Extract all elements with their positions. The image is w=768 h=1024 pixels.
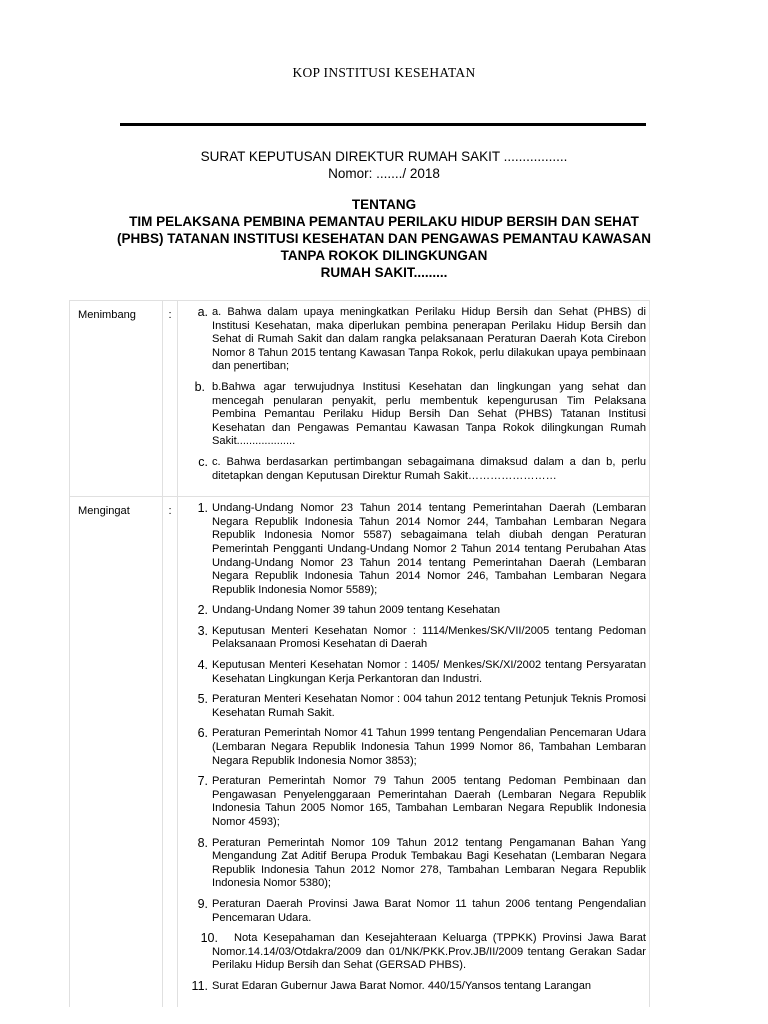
item-marker: 4. xyxy=(197,658,208,673)
menimbang-colon: : xyxy=(163,301,178,497)
mengingat-item xyxy=(178,932,646,973)
item-marker: 6. xyxy=(197,726,208,741)
considerations-table xyxy=(69,300,650,1007)
subject-line: TANPA ROKOK DILINGKUNGAN xyxy=(280,248,488,263)
mengingat-item xyxy=(178,980,646,994)
item-marker: 8. xyxy=(197,835,208,850)
mengingat-row xyxy=(70,497,650,1007)
item-marker: 1. xyxy=(197,501,208,516)
item-text: Undang-Undang Nomer 39 tahun 2009 tentang Kesehatan xyxy=(212,604,501,617)
menimbang-item xyxy=(178,381,646,449)
item-marker: 11. xyxy=(191,978,208,993)
item-text: b.Bahwa agar terwujudnya Institusi Kesehatan dan lingkungan yang sehat dan mencegah penularan penyakit, perlu membentuk kepengurusan Tim Pelaksana Pembina Pemantau Perilaku Hidup Bersih Dan Sehat (PHBS) Tatanan Institusi Kesehatan dan Pengawas Pemantau Kawasan Tanpa Rokok dilingkungan Rumah Sakit................... xyxy=(212,380,646,448)
mengingat-label: Mengingat xyxy=(70,497,163,1007)
item-text: a. Bahwa dalam upaya meningkatkan Perilaku Hidup Bersih dan Sehat (PHBS) di Institusi Kesehatan, maka diperlukan pembina penerapan Perilaku Hidup Bersih dan Sehat di Rumah Sakit dan dalam rangka pelaksanaan Peraturan Daerah Kota Cirebon Nomor 8 Tahun 2015 tentang Kawasan Tanpa Rokok, perlu dilakukan upaya pembinaan dan penertiban; xyxy=(212,306,646,373)
item-text: Peraturan Pemerintah Nomor 79 Tahun 2005 tentang Pedoman Pembinaan dan Pengawasan Penyelenggaraan Pemerintahan Daerah (Lembaran Negara Republik Indonesia Tahun 2005 Nomor 165, Tambahan Lembaran Negara Republik Indonesia Nomor 4593); xyxy=(212,775,646,828)
item-text: Peraturan Pemerintah Nomor 41 Tahun 1999 tentang Pengendalian Pencemaran Udara (Lembaran Negara Republik Indonesia Tahun 1999 Nomor 86, Tambahan Lembaran Negara Republik Indonesia Nomor 3853); xyxy=(212,727,646,767)
mengingat-item xyxy=(178,625,646,652)
menimbang-label: Menimbang xyxy=(70,301,163,497)
item-text: Peraturan Pemerintah Nomor 109 Tahun 2012 tentang Pengamanan Bahan Yang Mengandung Zat Aditif Berupa Produk Tembakau Bagi Kesehatan (Lembaran Negara Republik Indonesia Tahun 2012 Nomor 278, Tambahan Lembaran Negara Republik Indonesia Nomor 5380); xyxy=(212,836,646,890)
item-marker: b. xyxy=(194,379,205,394)
mengingat-item xyxy=(178,604,646,618)
mengingat-item xyxy=(178,898,646,925)
item-marker: a. xyxy=(197,305,208,319)
subject-line: RUMAH SAKIT......... xyxy=(320,265,448,280)
item-text: Keputusan Menteri Kesehatan Nomor : 1114/Menkes/SK/VII/2005 tentang Pedoman Pelaksanaan Promosi Kesehatan di Daerah xyxy=(212,624,646,651)
menimbang-item xyxy=(178,456,646,483)
mengingat-item xyxy=(178,837,646,891)
menimbang-row xyxy=(70,301,650,497)
subject-line: (PHBS) TATANAN INSTITUSI KESEHATAN DAN PENGAWAS PEMANTAU KAWASAN xyxy=(116,231,651,246)
item-marker: 9. xyxy=(197,896,208,911)
mengingat-item xyxy=(178,659,646,686)
tentang-label: TENTANG xyxy=(351,197,417,212)
item-marker: 5. xyxy=(197,692,208,707)
menimbang-content xyxy=(178,301,650,497)
item-text: Nota Kesepahaman dan Kesejahteraan Keluarga (TPPKK) Provinsi Jawa Barat Nomor.14.14/03/Otdakra/2009 dan 01/NK/PKK.Prov.JB/II/2009 tentang Gerakan Sadar Perilaku Hidup Bersih dan Sehat (GERSAD PHBS). xyxy=(212,932,646,972)
letterhead-title: KOP INSTITUSI KESEHATAN xyxy=(292,65,476,80)
menimbang-item xyxy=(178,306,646,374)
item-text: Undang-Undang Nomor 23 Tahun 2014 tentang Pemerintahan Daerah (Lembaran Negara Republik Indonesia Tahun 2014 Nomor 244, Tambahan Lembaran Negara Republik Indonesia Nomor 5587) sebagaimana telah diubah dengan Peraturan Pemerintah Pengganti Undang-Undang Nomor 2 Tahun 2014 tentang Perubahan Atas Undang-Undang Nomor 23 Tahun 2014 tentang Pemerintahan Daerah (Lembaran Negara Republik Indonesia Tahun 2014 Nomor 246, Tambahan Lembaran Negara Republik Indonesia Nomor 5589); xyxy=(212,502,646,596)
subject-line: TIM PELAKSANA PEMBINA PEMANTAU PERILAKU HIDUP BERSIH DAN SEHAT xyxy=(129,214,639,229)
item-marker: 3. xyxy=(197,623,208,638)
item-text: c. Bahwa berdasarkan pertimbangan sebagaimana dimaksud dalam a dan b, perlu ditetapkan dengan Keputusan Direktur Rumah Sakit…………………… xyxy=(212,455,646,482)
mengingat-item xyxy=(178,775,646,829)
mengingat-item xyxy=(178,693,646,720)
item-marker: 7. xyxy=(197,774,208,789)
mengingat-content xyxy=(178,497,650,1007)
item-text: Peraturan Daerah Provinsi Jawa Barat Nomor 11 tahun 2006 tentang Pengendalian Pencemaran Udara. xyxy=(212,897,646,924)
decree-number: Nomor: ......./ 2018 xyxy=(328,166,440,181)
letterhead-rule xyxy=(120,123,646,126)
item-marker: 10. xyxy=(200,931,218,946)
item-text: Surat Edaran Gubernur Jawa Barat Nomor. 440/15/Yansos tentang Larangan xyxy=(212,979,592,992)
item-marker: c. xyxy=(198,454,208,469)
decree-title: SURAT KEPUTUSAN DIREKTUR RUMAH SAKIT ................. xyxy=(200,149,568,164)
mengingat-colon: : xyxy=(163,497,178,1007)
mengingat-item xyxy=(178,502,646,597)
document-heading xyxy=(0,148,768,281)
mengingat-item xyxy=(178,727,646,768)
item-text: Peraturan Menteri Kesehatan Nomor : 004 tahun 2012 tentang Petunjuk Teknis Promosi Kesehatan Rumah Sakit. xyxy=(212,693,646,719)
item-marker: 2. xyxy=(197,603,208,618)
item-text: Keputusan Menteri Kesehatan Nomor : 1405/ Menkes/SK/XI/2002 tentang Persyaratan Kesehatan Lingkungan Kerja Perkantoran dan Industri. xyxy=(212,659,646,685)
